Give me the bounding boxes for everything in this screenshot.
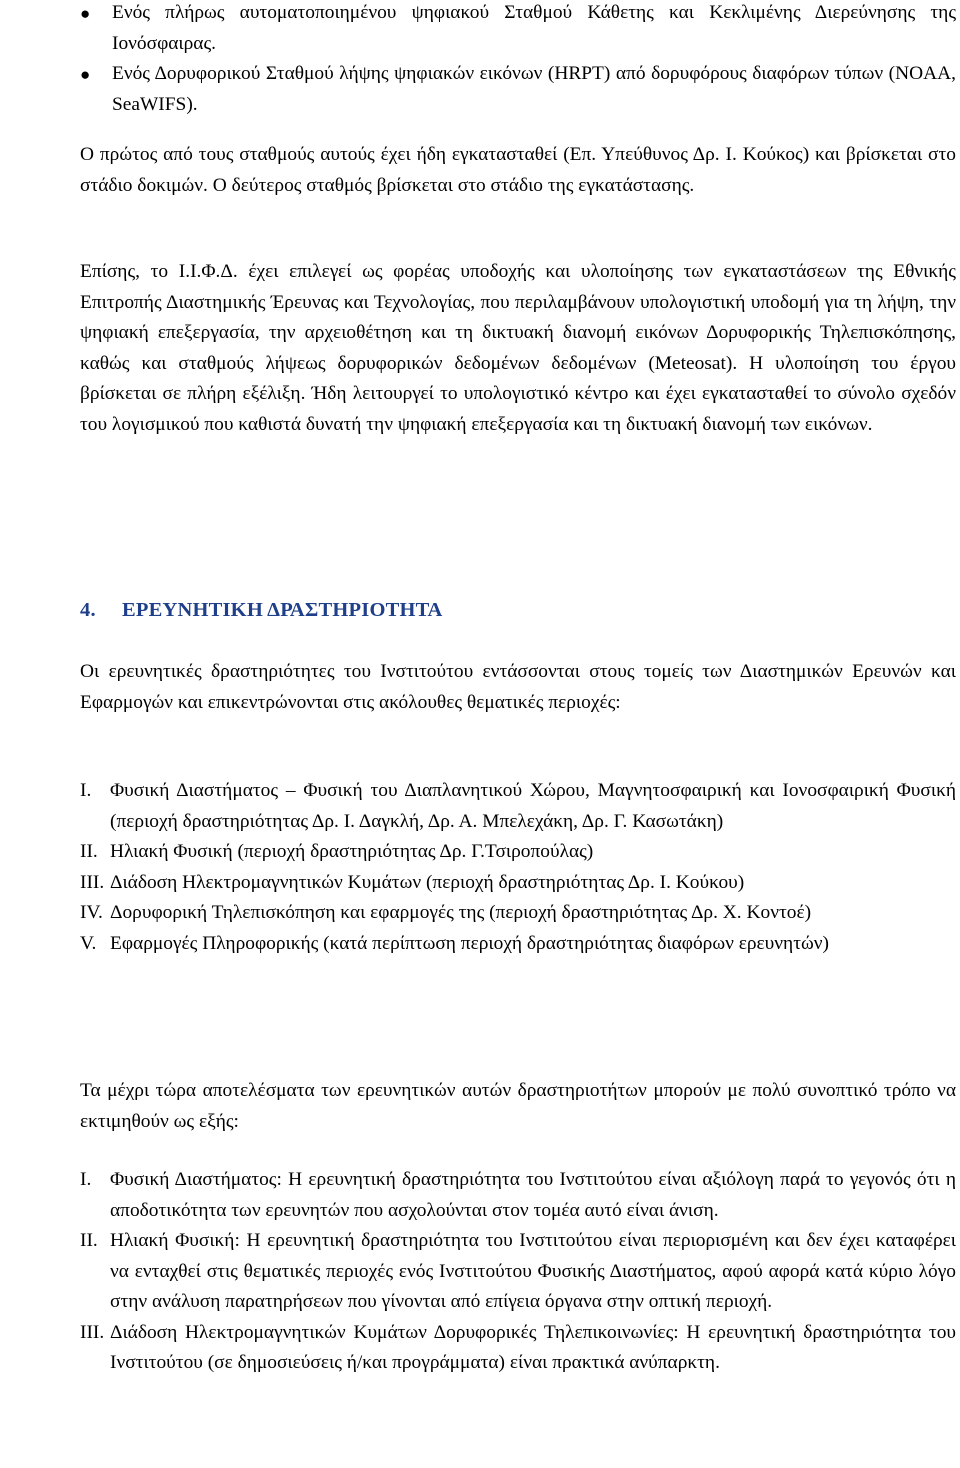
bullet-dot-icon: ● xyxy=(80,65,91,84)
list-number: I. xyxy=(80,780,92,801)
bullet-text: Ενός Δορυφορικού Σταθμού λήψης ψηφιακών εικόνων (HRPT) από δορυφόρους διαφόρων τύπων (NOAA, SeaWIFS). xyxy=(112,63,956,115)
list-number: III. xyxy=(80,1321,105,1343)
assessments-list xyxy=(80,1165,956,1379)
section-title: ΕΡΕΥΝΗΤΙΚΗ ΔΡΑΣΤΗΡΙΟΤΗΤΑ xyxy=(122,599,443,621)
list-item xyxy=(80,929,956,960)
list-text: Διάδοση Ηλεκτρομαγνητικών Κυμάτων Δορυφορικές Τηλεπικοινωνίες: Η ερευνητική δραστηριότητα του Ινστιτούτου (σε δημοσιεύσεις ή/και προγράμματα) είναι πρακτικά ανύπαρκτη. xyxy=(110,1321,956,1373)
research-areas-list xyxy=(80,776,956,959)
list-item xyxy=(80,1226,956,1318)
paragraph-national-committee: Επίσης, το Ι.Ι.Φ.Δ. έχει επιλεγεί ως φορέας υποδοχής και υλοποίησης των εγκαταστάσεων της Εθνικής Επιτροπής Διαστημικής Έρευνας και Τεχνολογίας, που περιλαμβάνουν υπολογιστική υποδομή για τη λήψη, την ψηφιακή επεξεργασία, την αρχειοθέτηση και τη δικτυακή διανομή εικόνων Δορυφορικής Τηλεπισκόπησης, καθώς και σταθμούς λήψεως δορυφορικών δεδομένων δεδομένων (Meteosat). Η υλοποίηση του έργου βρίσκεται σε πλήρη εξέλιξη. Ήδη λειτουργεί το υπολογιστικό κέντρο και έχει εγκατασταθεί το σύνολο σχεδόν του λογισμικού που καθιστά δυνατή την ψηφιακή επεξεργασία και τη δικτυακή διανομή των εικόνων. xyxy=(80,261,956,435)
bullet-text: Ενός πλήρως αυτοματοποιημένου ψηφιακού Σταθμού Κάθετης και Κεκλιμένης Διερεύνησης της Ιονόσφαιρας. xyxy=(112,2,956,54)
section-heading xyxy=(80,595,956,626)
list-number: II. xyxy=(80,1230,98,1251)
paragraph-research-intro: Οι ερευνητικές δραστηριότητες του Ινστιτούτου εντάσσονται στους τομείς των Διαστημικών Ερευνών και Εφαρμογών και επικεντρώνονται στις ακόλουθες θεματικές περιοχές: xyxy=(80,661,956,713)
list-number: V. xyxy=(80,932,97,954)
list-item xyxy=(80,898,956,929)
list-text: Δορυφορική Τηλεπισκόπηση και εφαρμογές της (περιοχή δραστηριότητας Δρ. Χ. Κοντοέ) xyxy=(110,902,812,923)
list-item xyxy=(80,1165,956,1226)
list-text: Εφαρμογές Πληροφορικής (κατά περίπτωση περιοχή δραστηριότητας διαφόρων ερευνητών) xyxy=(110,932,829,954)
bullet-list xyxy=(80,0,956,120)
list-text: Ηλιακή Φυσική (περιοχή δραστηριότητας Δρ. Γ.Τσιροπούλας) xyxy=(110,841,594,862)
bullet-item xyxy=(80,59,956,120)
list-item xyxy=(80,868,956,899)
list-text: Διάδοση Ηλεκτρομαγνητικών Κυμάτων (περιοχή δραστηριότητας Δρ. Ι. Κούκου) xyxy=(110,871,745,893)
paragraph-results-intro: Τα μέχρι τώρα αποτελέσματα των ερευνητικών αυτών δραστηριοτήτων μπορούν με πολύ συνοπτικό τρόπο να εκτιμηθούν ως εξής: xyxy=(80,1080,956,1132)
list-number: I. xyxy=(80,1169,92,1190)
list-item xyxy=(80,1318,956,1379)
list-text: Ηλιακή Φυσική: Η ερευνητική δραστηριότητα του Ινστιτούτου είναι περιορισμένη και δεν έχει καταφέρει να ενταχθεί στις θεματικές περιοχές ενός Ινστιτούτου Φυσικής Διαστήματος, αφού αφορά κατά κύριο λόγο στην ανάλυση παρατηρήσεων που γίνονται από επίγεια όργανα στην οπτική περιοχή. xyxy=(110,1230,956,1312)
list-text: Φυσική Διαστήματος – Φυσική του Διαπλανητικού Χώρου, Μαγνητοσφαιρική και Ιονοσφαιρική Φυσική (περιοχή δραστηριότητας Δρ. Ι. Δαγκλή, Δρ. Α. Μπελεχάκη, Δρ. Γ. Κασωτάκη) xyxy=(110,780,956,832)
bullet-dot-icon: ● xyxy=(80,4,91,23)
bullet-item xyxy=(80,0,956,59)
list-text: Φυσική Διαστήματος: Η ερευνητική δραστηριότητα του Ινστιτούτου είναι αξιόλογη παρά το γεγονός ότι η αποδοτικότητα των ερευνητών που ασχολούνται στον τομέα αυτό είναι άνιση. xyxy=(110,1169,956,1221)
list-item xyxy=(80,837,956,868)
list-item xyxy=(80,776,956,837)
list-number: II. xyxy=(80,841,98,862)
section-number: 4. xyxy=(80,599,96,621)
paragraph-stations-status: Ο πρώτος από τους σταθμούς αυτούς έχει ήδη εγκατασταθεί (Επ. Υπεύθυνος Δρ. Ι. Κούκος) και βρίσκεται στο στάδιο δοκιμών. Ο δεύτερος σταθμός βρίσκεται στο στάδιο της εγκατάστασης. xyxy=(80,144,956,196)
list-number: III. xyxy=(80,871,105,893)
list-number: IV. xyxy=(80,902,103,923)
